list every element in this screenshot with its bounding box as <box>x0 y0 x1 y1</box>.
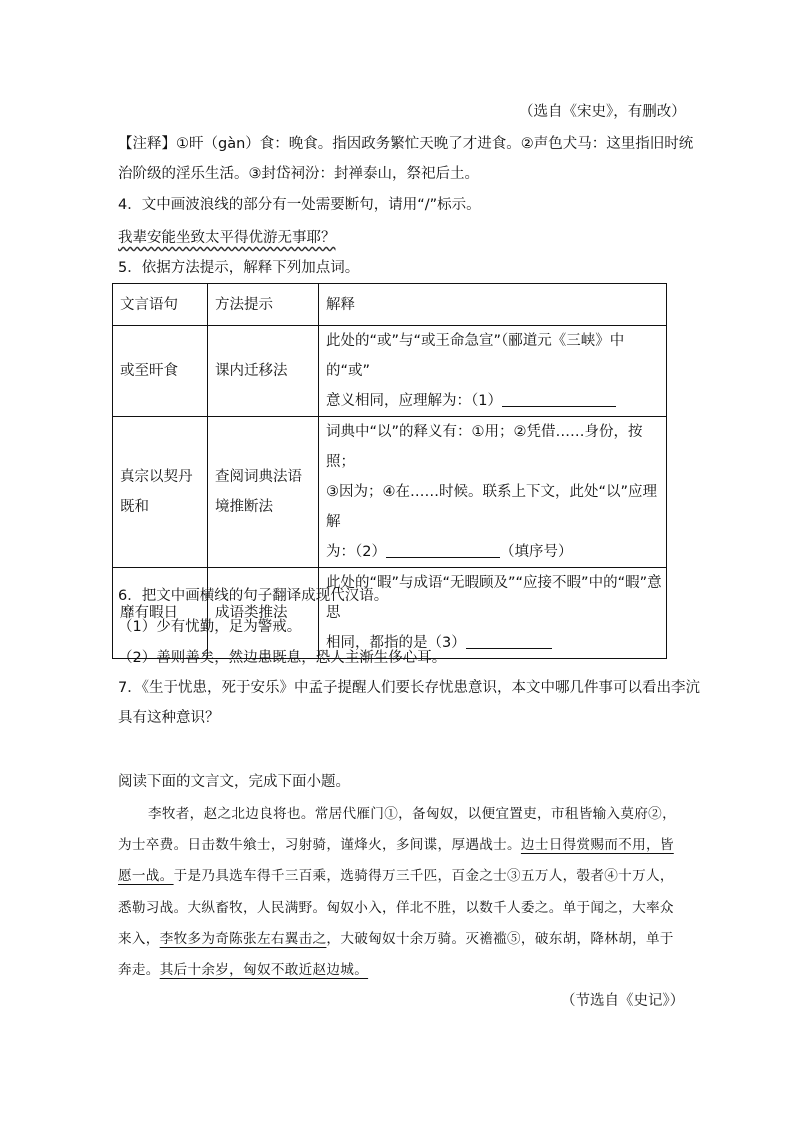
passage-text: ，大破匈奴十余万骑。灭襜褴⑤，破东胡，降林胡，单于 <box>326 931 674 947</box>
explain-text: 相同，都指的是（3） <box>326 635 466 651</box>
question-4-prompt: 4．文中画波浪线的部分有一处需要断句，请用“/”标示。 <box>118 197 481 213</box>
underlined-sentence: 愿一战。 <box>118 868 174 884</box>
passage-line-2 <box>118 835 674 855</box>
question-7-line-1: 7．《生于忧患，死于安乐》中孟子提醒人们要长存忧患意识，本文中哪几件事可以看出李沆 <box>118 680 700 696</box>
cell-explain <box>319 417 667 568</box>
cell-sentence: 靡有暇日 <box>113 568 208 659</box>
passage-line-4: 悉勒习战。大纵畜牧，人民满野。匈奴小入，佯北不胜，以数千人委之。单于闻之，大率众 <box>118 900 674 916</box>
passage-line-3 <box>118 866 674 886</box>
notes-line-2: 治阶级的淫乐生活。③封岱祠汾：封禅泰山，祭祀后土。 <box>118 166 479 182</box>
passage-text: 于是乃具选车得千三百乘，选骑得万三千匹，百金之士③五万人，彀者④十万人， <box>173 868 674 884</box>
underlined-sentence: 李牧多为奇陈张左右翼击之 <box>159 931 327 947</box>
question-4-sentence <box>118 228 336 248</box>
cell-method: 课内迁移法 <box>208 326 319 417</box>
explain-line: 此处的“暇”与成语“无暇顾及”“应接不暇”中的“暇”意思 <box>326 575 662 621</box>
passage-line-1: 李牧者，赵之北边良将也。常居代雁门①，备匈奴，以便宜置吏，市租皆输入莫府②， <box>148 806 676 822</box>
cell-sentence: 或至旰食 <box>113 326 208 417</box>
cell-method-line: 查阅词典法语 <box>215 469 302 485</box>
answer-blank-2[interactable] <box>386 543 500 558</box>
answer-blank-3[interactable] <box>466 634 552 649</box>
header-cell-explain: 解释 <box>319 284 667 326</box>
underlined-sentence: 其后十余岁，匈奴不敢近赵边城。 <box>159 962 369 978</box>
cell-explain <box>319 326 667 417</box>
table-row <box>113 417 667 568</box>
cell-method: 成语类推法 <box>208 568 319 659</box>
explain-text: 为：（2） <box>326 544 386 560</box>
explain-line <box>326 386 666 416</box>
table-row <box>113 326 667 417</box>
cell-sentence-line: 既和 <box>120 499 149 515</box>
question-6-prompt: 6．把文中画横线的句子翻译成现代汉语。 <box>118 588 389 604</box>
header-cell-sentence: 文言语句 <box>113 284 208 326</box>
cell-method-line: 境推断法 <box>215 499 273 515</box>
explain-suffix: （填序号） <box>499 544 573 560</box>
cell-sentence <box>113 417 208 568</box>
wavy-underlined-sentence: 我辈安能坐致太平得优游无事耶？ <box>118 230 336 246</box>
explain-line: ③因为；④在……时候。联系上下文，此处“以”应理解 <box>326 484 658 530</box>
explain-text: 意义相同，应理解为：（1） <box>326 393 502 409</box>
passage-text: 来入， <box>118 931 160 947</box>
cell-method <box>208 417 319 568</box>
reading-intro: 阅读下面的文言文，完成下面小题。 <box>118 774 350 790</box>
notes-line-1: 【注释】①旰（gàn）食：晚食。指因政务繁忙天晚了才进食。②声色犬马：这里指旧时统 <box>118 136 694 152</box>
explain-line: 词典中“以”的释义有：①用；②凭借……身份，按照； <box>326 424 643 470</box>
explain-line: 此处的“或”与“或王命急宣”（郦道元《三峡》中的“或” <box>326 333 625 379</box>
passage-source: （节选自《史记》） <box>561 993 685 1009</box>
passage-line-6 <box>118 960 368 980</box>
table-row <box>113 568 667 659</box>
underlined-sentence: 边士日得赏赐而不用，皆 <box>520 837 674 853</box>
question-7-line-2: 具有这种意识？ <box>118 710 220 726</box>
passage-text: 为士卒费。日击数牛飨士，习射骑，谨烽火，多间谍，厚遇战士。 <box>118 837 521 853</box>
question-5-prompt: 5．依据方法提示，解释下列加点词。 <box>118 260 360 276</box>
cell-explain <box>319 568 667 659</box>
header-cell-method: 方法提示 <box>208 284 319 326</box>
cell-sentence-line: 真宗以契丹 <box>120 469 193 485</box>
question-6-item-1: （1）少有忧勤，足为警戒。 <box>118 619 302 635</box>
question-6-item-2: （2）善则善矣，然边患既息，恐人主渐生侈心耳。 <box>118 650 447 666</box>
explain-line <box>326 537 666 567</box>
answer-blank-1[interactable] <box>502 392 616 407</box>
passage-line-5 <box>118 929 674 949</box>
passage-text: 奔走。 <box>118 962 160 978</box>
table-header-row <box>113 284 667 326</box>
source-note: （选自《宋史》，有删改） <box>519 104 686 120</box>
